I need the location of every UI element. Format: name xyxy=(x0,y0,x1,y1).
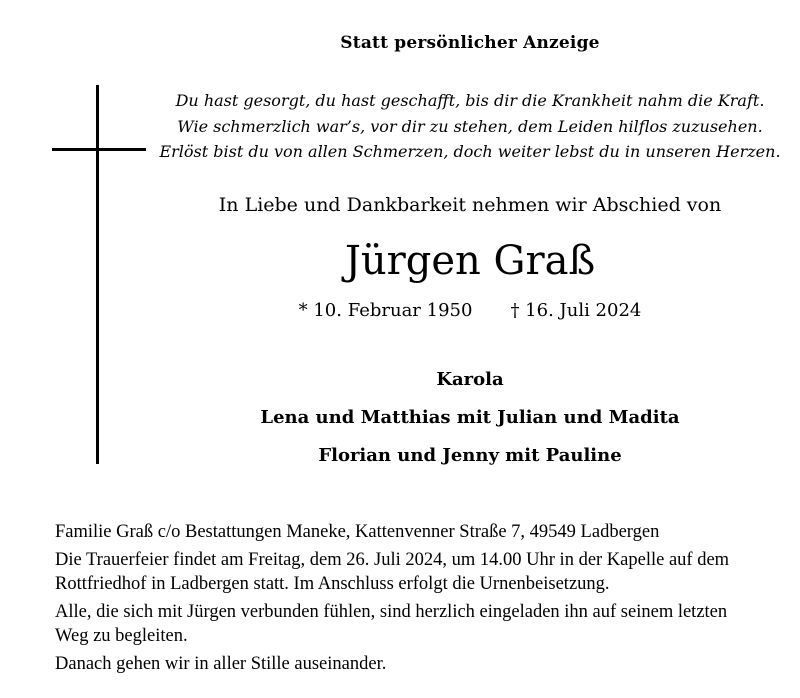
funeral-info-line-2: Rottfriedhof in Ladbergen statt. Im Anschluss erfolgt die Urnenbeisetzung. xyxy=(55,574,610,594)
mourner-name-2: Lena und Matthias mit Julian und Madita xyxy=(260,407,680,428)
mourners-list xyxy=(140,368,800,482)
preheader-text: Statt persönlicher Anzeige xyxy=(340,33,600,53)
poem-line-1: Du hast gesorgt, du hast geschafft, bis dir die Krankheit nahm die Kraft. xyxy=(175,91,765,110)
cross-horizontal-bar xyxy=(52,148,146,151)
poem-line-2: Wie schmerzlich war’s, vor dir zu stehen, dem Leiden hilflos zuzusehen. xyxy=(177,116,763,136)
death-date: † 16. Juli 2024 xyxy=(510,300,642,321)
invitation-text xyxy=(55,600,765,648)
invitation-line-1: Alle, die sich mit Jürgen verbunden fühlen, sind herzlich eingeladen ihn auf seinem letzten xyxy=(55,602,728,622)
cross-vertical-bar xyxy=(96,85,99,464)
memorial-poem xyxy=(140,88,800,165)
farewell-intro: In Liebe und Dankbarkeit nehmen wir Abschied von xyxy=(218,194,722,216)
footer-block xyxy=(55,520,765,680)
funeral-info-line-1: Die Trauerfeier findet am Freitag, dem 26. Juli 2024, um 14.00 Uhr in der Kapelle auf dem xyxy=(55,550,730,570)
closing-line: Danach gehen wir in aller Stille auseinander. xyxy=(55,654,387,674)
deceased-name: Jürgen Graß xyxy=(344,238,596,284)
closing-text xyxy=(55,652,765,676)
mourner-name-1: Karola xyxy=(436,369,504,390)
funeral-info xyxy=(55,548,765,596)
birth-date: * 10. Februar 1950 xyxy=(298,300,473,321)
mourner-name-3: Florian und Jenny mit Pauline xyxy=(318,445,622,466)
poem-line-3: Erlöst bist du von allen Schmerzen, doch weiter lebst du in unseren Herzen. xyxy=(159,142,781,161)
invitation-line-2: Weg zu begleiten. xyxy=(55,626,188,646)
contact-address-line: Familie Graß c/o Bestattungen Maneke, Kattenvenner Straße 7, 49549 Ladbergen xyxy=(55,522,660,542)
contact-address xyxy=(55,520,765,544)
life-dates xyxy=(140,300,800,321)
